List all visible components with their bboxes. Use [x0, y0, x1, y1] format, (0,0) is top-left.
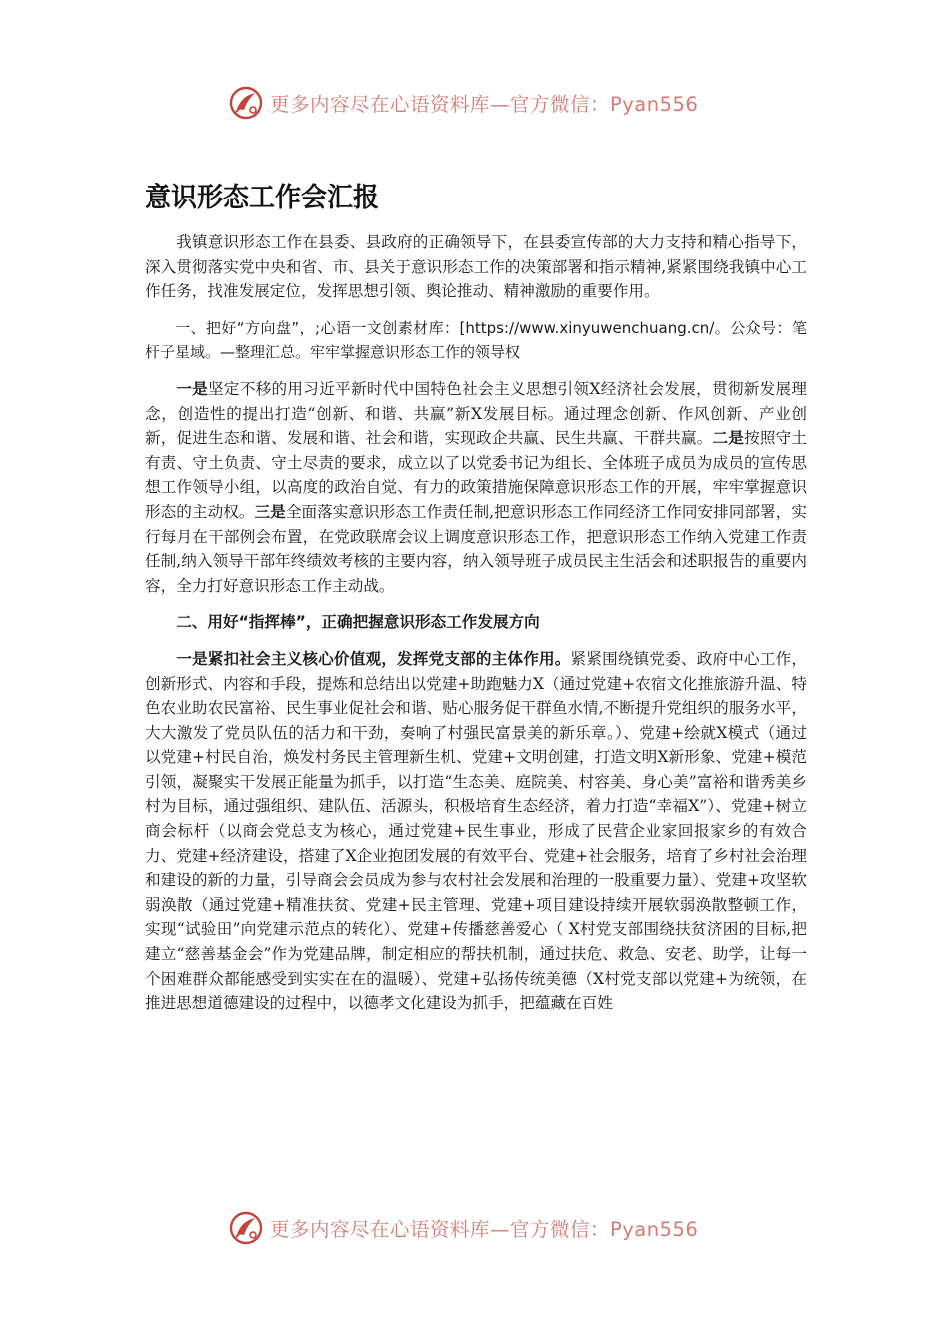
section1-text-a: 坚定不移的用习近平新时代中国特色社会主义思想引领X经济社会发展，贯彻新发展理念，创造性的提出打造“创新、和谐、共赢”新X发展目标。通过理念创新、作风创新、产业创新，促进生态和谐、发展和谐、社会和谐，实现政企共赢、民生共赢、干群共赢。: [145, 379, 807, 448]
logo-icon: [228, 85, 264, 121]
section1-text-c: 全面落实意识形态工作责任制,把意识形态工作同经济工作同安排同部署，实行每月在干部例会布置，在党政联席会议上调度意识形态工作，把意识形态工作纳入党建工作责任制,纳入领导干部年终绩效考核的主要内容，纳入领导班子成员民主生活会和述职报告的重要内容，全力打好意识形态工作主动战。: [145, 502, 807, 595]
section2-heading: 二、用好“指挥棒”，正确把握意识形态工作发展方向: [176, 613, 540, 632]
banner-text: 更多内容尽在心语资料库—官方微信：Pyan556: [270, 93, 699, 116]
lead-yi: 一是: [176, 378, 208, 398]
lead-san: 三是: [254, 501, 286, 521]
logo-icon: [228, 1210, 264, 1246]
section2-text: 紧紧围绕镇党委、政府中心工作，创新形式、内容和手段，提炼和总结出以党建+助跑魅力X（通过党建+农宿文化推旅游升温、特色农业助农民富裕、民生事业促社会和谐、贴心服务促干群鱼水情,不断提升党组织的服务水平，大大激发了党员队伍的活力和干劲，奏响了村强民富景美的新乐章。）、党建+绘就X模式（通过以党建+村民自治，焕发村务民主管理新生机、党建+文明创建，打造文明X新形象、党建+模范引领，凝聚实干发展正能量为抓手，以打造“生态美、庭院美、村容美、身心美”富裕和谐秀美乡村为目标，通过强组织、建队伍、活源头，积极培育生态经济，着力打造“幸福X”）、党建+树立商会标杆（以商会党总支为核心，通过党建+民生事业，形成了民营企业家回报家乡的有效合力、党建+经济建设，搭建了X企业抱团发展的有效平台、党建+社会服务，培育了乡村社会治理和建设的新的力量，引导商会会员成为参与农村社会发展和治理的一股重要力量）、党建+攻坚软弱涣散（通过党建+精准扶贫、党建+民主管理、党建+项目建设持续开展软弱涣散整顿工作，实现“试验田”向党建示范点的转化）、党建+传播慈善爱心（ X村党支部围绕扶贫济困的目标,把建立“慈善基金会”作为党建品牌，制定相应的帮扶机制，通过扶危、救急、安老、助学，让每一个困难群众都能感受到实实在在的温暖）、党建+弘扬传统美德（X村党支部以党建+为统领，在推进思想道德建设的过程中，以德孝文化建设为抓手，把蕴藏在百姓: [145, 649, 807, 1013]
document-body: [145, 230, 807, 1016]
section1-text-b: 按照守土有责、守土负责、守土尽责的要求，成立以了以党委书记为组长、全体班子成员为成员的宣传思想工作领导小组，以高度的政治自觉、有力的政策措施保障意识形态工作的开展，牢牢掌握意识形态的主动权。: [145, 429, 807, 521]
footer-banner: [228, 1208, 748, 1248]
section1-heading: 一、把好“方向盘”，;心语一文创素材库：[https://www.xinyuwenchuang.cn/。公众号：笔杆子星域。—整理汇总。牢牢掌握意识形态工作的领导权: [145, 318, 807, 362]
document-title: 意识形态工作会汇报: [145, 183, 380, 213]
section1-paragraph: [145, 377, 807, 598]
banner-text: 更多内容尽在心语资料库—官方微信：Pyan556: [270, 1218, 699, 1241]
intro-paragraph: 我镇意识形态工作在县委、县政府的正确领导下，在县委宣传部的大力支持和精心指导下，深入贯彻落实党中央和省、市、县关于意识形态工作的决策部署和指示精神,紧紧围绕我镇中心工作任务，找准发展定位，发挥思想引领、舆论推动、精神激励的重要作用。: [145, 233, 807, 301]
section2-lead: 一是紧扣社会主义核心价值观，发挥党支部的主体作用。: [176, 648, 571, 668]
lead-er: 二是: [712, 428, 745, 448]
section2-paragraph: [145, 647, 807, 1016]
header-banner: [228, 83, 748, 123]
